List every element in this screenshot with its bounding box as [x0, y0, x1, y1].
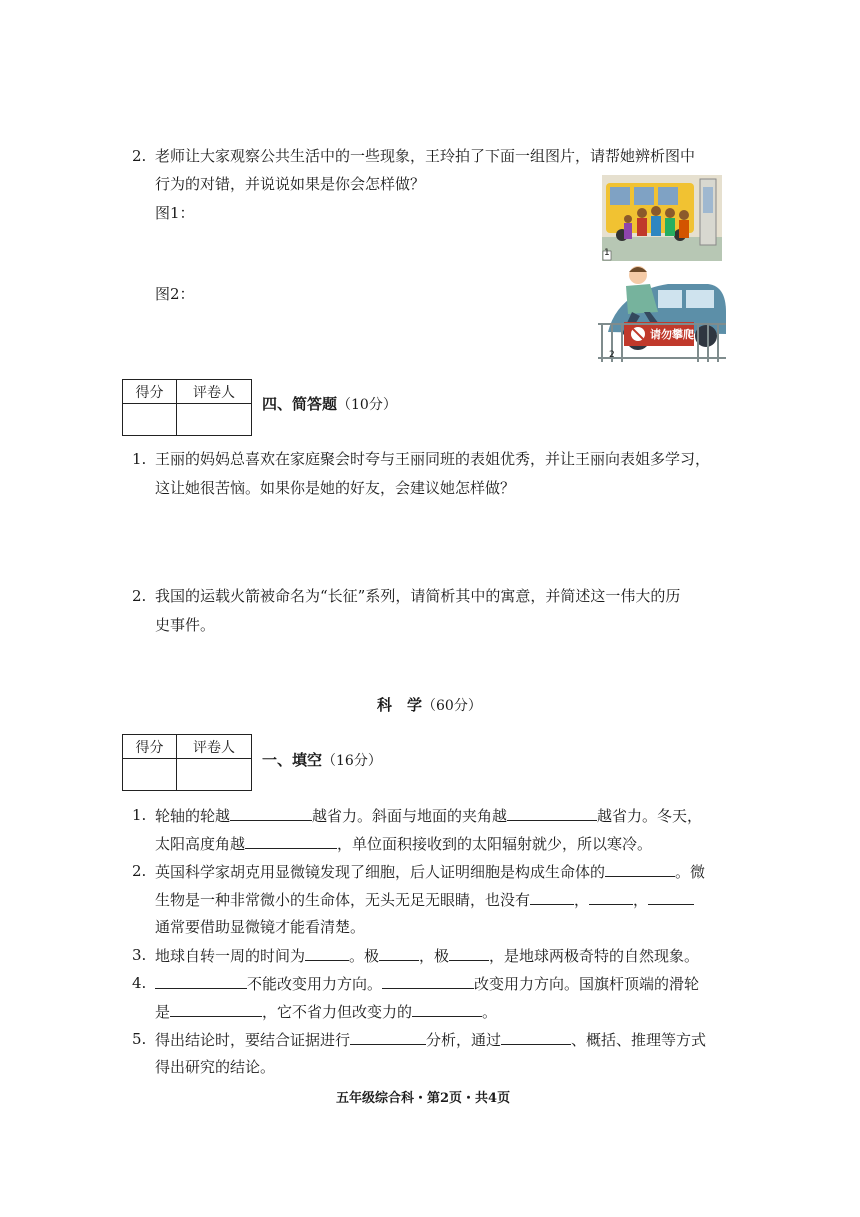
section-title: 一、填空 [262, 751, 323, 769]
text-segment: 轮轴的轮越 [155, 807, 231, 825]
question-text: 通常要借助显微镜才能看清楚。 [155, 918, 366, 936]
question-text [155, 804, 702, 827]
subject-title: 科 学 [377, 696, 423, 714]
text-segment: ，极 [419, 947, 450, 965]
image-tag-2: 2 [609, 350, 615, 360]
question-text [155, 944, 699, 967]
question-text [155, 1000, 497, 1023]
text-segment: ，单位面积接收到的太阳辐射就少，所以寒冷。 [337, 835, 653, 853]
text-segment: ，它不省力但改变力的 [262, 1003, 413, 1021]
question-number: 4. [132, 974, 147, 992]
text-segment: 英国科学家胡克用显微镜发现了细胞，后人证明细胞是构成生命体的 [155, 863, 606, 881]
score-label: 得分 [123, 735, 177, 759]
subject-heading [377, 694, 482, 717]
image-tag-1: 1 [604, 248, 610, 258]
question-text: 史事件。 [155, 616, 216, 634]
question-number: 2. [132, 587, 147, 605]
question-text: 我国的运载火箭被命名为“长征”系列，请简析其中的寓意，并简述这一伟大的历 [155, 587, 681, 605]
text-segment: 不能改变用力方向。 [247, 975, 383, 993]
answer-blank[interactable] [230, 804, 312, 821]
question-number: 1. [132, 806, 147, 824]
text-segment: 地球自转一周的时间为 [155, 947, 306, 965]
question-text: 老师让大家观察公共生活中的一些现象，王玲拍了下面一组图片，请帮她辨析图中 [155, 147, 696, 165]
text-segment: ， [574, 891, 590, 909]
question-text: 得出研究的结论。 [155, 1058, 276, 1076]
answer-blank[interactable] [605, 860, 675, 877]
text-segment: 得出结论时，要结合证据进行 [155, 1031, 351, 1049]
score-box [122, 734, 252, 791]
figure-label-2: 图2： [155, 285, 195, 303]
text-segment: 。 [482, 1003, 498, 1021]
answer-blank[interactable] [305, 944, 349, 961]
answer-blank[interactable] [155, 972, 247, 989]
score-box [122, 379, 252, 436]
question-text [155, 888, 694, 911]
figure-label-1: 图1： [155, 204, 195, 222]
fence-climbing-image [598, 262, 728, 368]
question-number: 5. [132, 1030, 147, 1048]
section-heading [262, 393, 397, 416]
score-label: 得分 [123, 380, 177, 404]
subject-points: （60分） [422, 698, 482, 714]
text-segment: ， [633, 891, 649, 909]
question-number: 3. [132, 946, 147, 964]
question-text [155, 860, 705, 883]
text-segment: 。微 [675, 863, 706, 881]
answer-blank[interactable] [382, 972, 474, 989]
answer-blank[interactable] [507, 804, 597, 821]
question-text: 王丽的妈妈总喜欢在家庭聚会时夸与王丽同班的表姐优秀，并让王丽向表姐多学习， [155, 450, 711, 468]
text-segment: 分析，通过 [426, 1031, 502, 1049]
question-text: 行为的对错，并说说如果是你会怎样做？ [155, 175, 426, 193]
answer-blank[interactable] [379, 944, 419, 961]
answer-blank[interactable] [449, 944, 489, 961]
question-number: 2. [132, 147, 147, 165]
text-segment: 是 [155, 1003, 171, 1021]
grader-label: 评卷人 [177, 735, 252, 759]
no-climbing-sign: 请勿攀爬 [650, 328, 694, 341]
answer-blank[interactable] [501, 1028, 571, 1045]
section-points: （16分） [322, 753, 382, 769]
text-segment: 越省力。斜面与地面的夹角越 [312, 807, 508, 825]
section-title: 四、简答题 [262, 395, 338, 413]
bus-boarding-image [602, 175, 722, 261]
question-text [155, 1028, 706, 1051]
question-text [155, 832, 652, 855]
text-segment: 太阳高度角越 [155, 835, 246, 853]
question-text [155, 972, 699, 995]
text-segment: 。极 [349, 947, 380, 965]
answer-blank[interactable] [648, 888, 694, 905]
answer-blank[interactable] [530, 888, 574, 905]
grader-label: 评卷人 [177, 380, 252, 404]
answer-blank[interactable] [170, 1000, 262, 1017]
text-segment: ，是地球两极奇特的自然现象。 [489, 947, 700, 965]
question-number: 1. [132, 450, 147, 468]
grader-cell[interactable] [177, 759, 252, 791]
text-segment: 越省力。冬天， [597, 807, 703, 825]
text-segment: 改变用力方向。国旗杆顶端的滑轮 [474, 975, 700, 993]
text-segment: 生物是一种非常微小的生命体，无头无足无眼睛，也没有 [155, 891, 531, 909]
answer-blank[interactable] [350, 1028, 426, 1045]
text-segment: 、概括、推理等方式 [571, 1031, 707, 1049]
answer-blank[interactable] [412, 1000, 482, 1017]
page-footer: 五年级综合科・第2页・共4页 [336, 1091, 511, 1106]
section-heading [262, 749, 382, 772]
answer-blank[interactable] [245, 832, 337, 849]
section-points: （10分） [337, 397, 397, 413]
question-text: 这让她很苦恼。如果你是她的好友，会建议她怎样做？ [155, 479, 516, 497]
score-cell[interactable] [123, 404, 177, 436]
question-number: 2. [132, 862, 147, 880]
score-cell[interactable] [123, 759, 177, 791]
grader-cell[interactable] [177, 404, 252, 436]
answer-blank[interactable] [589, 888, 633, 905]
